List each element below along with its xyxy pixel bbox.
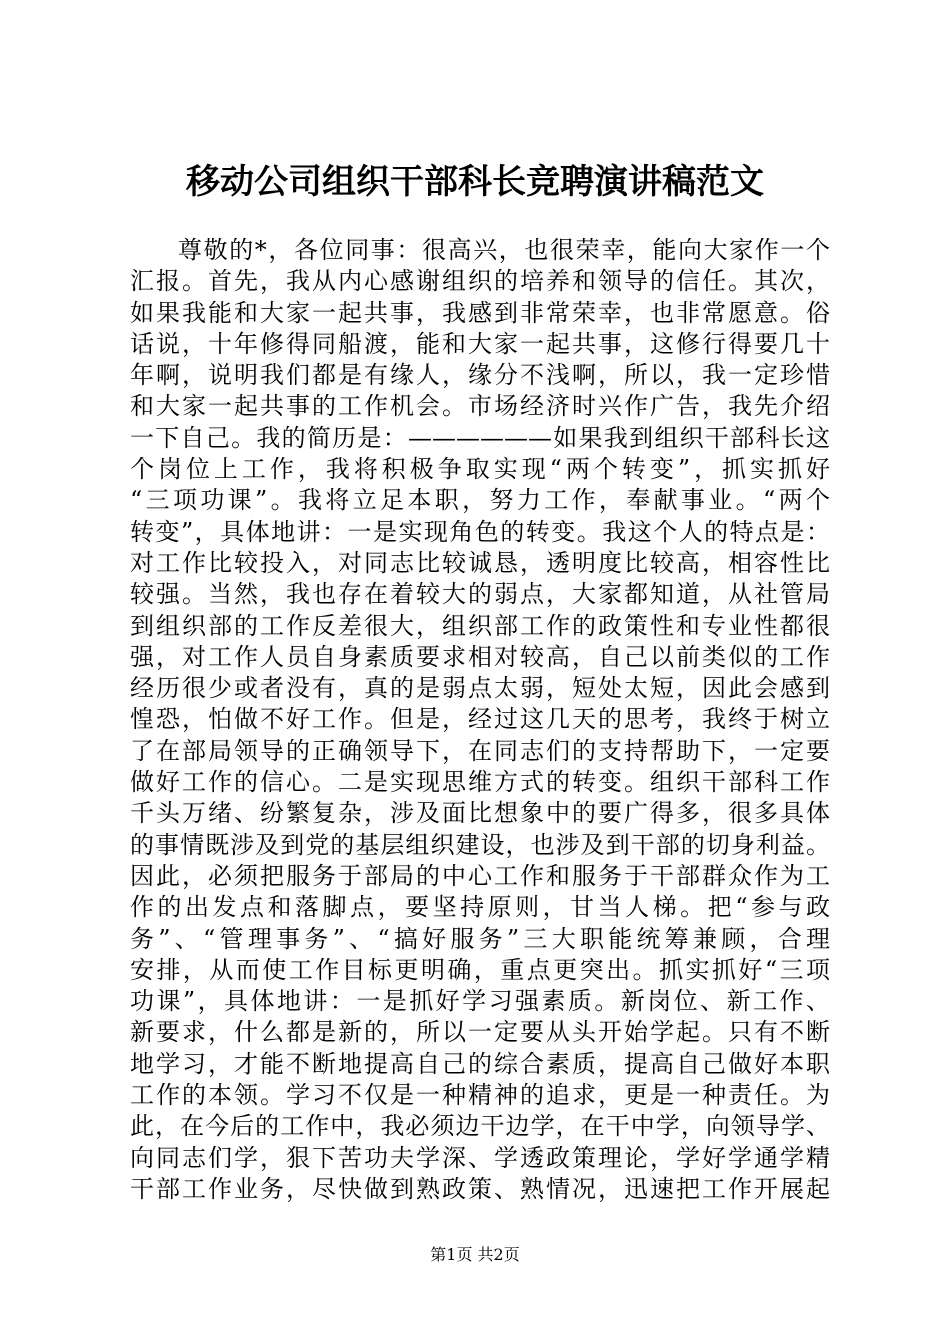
- body-line: 干部工作业务，尽快做到熟政策、熟情况，迅速把工作开展起: [130, 1174, 830, 1203]
- body-line: 安排，从而使工作目标更明确，重点更突出。抓实抓好“三项: [130, 955, 830, 984]
- body-line: 作的出发点和落脚点，要坚持原则，甘当人梯。把“参与政: [130, 893, 830, 922]
- body-line: 的事情既涉及到党的基层组织建设，也涉及到干部的切身利益。: [130, 830, 830, 859]
- body-line: 惶恐，怕做不好工作。但是，经过这几天的思考，我终于树立: [130, 705, 830, 734]
- body-line: 转变”，具体地讲：一是实现角色的转变。我这个人的特点是：: [130, 517, 830, 546]
- body-line: 向同志们学，狠下苦功夫学深、学透政策理论，学好学通学精: [130, 1143, 830, 1172]
- body-line: 年啊，说明我们都是有缘人，缘分不浅啊，所以，我一定珍惜: [130, 361, 830, 390]
- body-line: 话说，十年修得同船渡，能和大家一起共事，这修行得要几十: [130, 329, 830, 358]
- body-line: 千头万绪、纷繁复杂，涉及面比想象中的要广得多，很多具体: [130, 799, 830, 828]
- body-line: 和大家一起共事的工作机会。市场经济时兴作广告，我先介绍: [130, 392, 830, 421]
- document-body: [130, 235, 830, 1205]
- body-line: 个岗位上工作，我将积极争取实现“两个转变”，抓实抓好: [130, 455, 830, 484]
- body-line: 工作的本领。学习不仅是一种精神的追求，更是一种责任。为: [130, 1081, 830, 1110]
- body-line: 地学习，才能不断地提高自己的综合素质，提高自己做好本职: [130, 1049, 830, 1078]
- body-line: 到组织部的工作反差很大，组织部工作的政策性和专业性都很: [130, 611, 830, 640]
- body-line: 因此，必须把服务于部局的中心工作和服务于干部群众作为工: [130, 861, 830, 890]
- body-line: 务”、“管理事务”、“搞好服务”三大职能统筹兼顾，合理: [130, 924, 830, 953]
- body-line: 强，对工作人员自身素质要求相对较高，自己以前类似的工作: [130, 642, 830, 671]
- body-line: 功课”，具体地讲：一是抓好学习强素质。新岗位、新工作、: [130, 987, 830, 1016]
- body-line: 了在部局领导的正确领导下，在同志们的支持帮助下，一定要: [130, 736, 830, 765]
- page-footer: 第1页 共2页: [430, 1245, 520, 1264]
- body-line: 汇报。首先，我从内心感谢组织的培养和领导的信任。其次，: [130, 267, 830, 296]
- body-line: “三项功课”。我将立足本职，努力工作，奉献事业。“两个: [130, 486, 830, 515]
- body-line: 尊敬的*，各位同事：很高兴，也很荣幸，能向大家作一个: [178, 236, 830, 264]
- body-line: 较强。当然，我也存在着较大的弱点，大家都知道，从社管局: [130, 580, 830, 609]
- body-line: 新要求，什么都是新的，所以一定要从头开始学起。只有不断: [130, 1018, 830, 1047]
- body-line: 此，在今后的工作中，我必须边干边学，在干中学，向领导学、: [130, 1112, 830, 1141]
- body-line: 一下自己。我的简历是：——————如果我到组织干部科长这: [130, 423, 830, 452]
- document-title: 移动公司组织干部科长竞聘演讲稿范文: [186, 162, 764, 202]
- body-line: 经历很少或者没有，真的是弱点太弱，短处太短，因此会感到: [130, 674, 830, 703]
- body-line: 做好工作的信心。二是实现思维方式的转变。组织干部科工作: [130, 768, 830, 797]
- body-line: 对工作比较投入，对同志比较诚恳，透明度比较高，相容性比: [130, 548, 830, 577]
- body-line: 如果我能和大家一起共事，我感到非常荣幸，也非常愿意。俗: [130, 298, 830, 327]
